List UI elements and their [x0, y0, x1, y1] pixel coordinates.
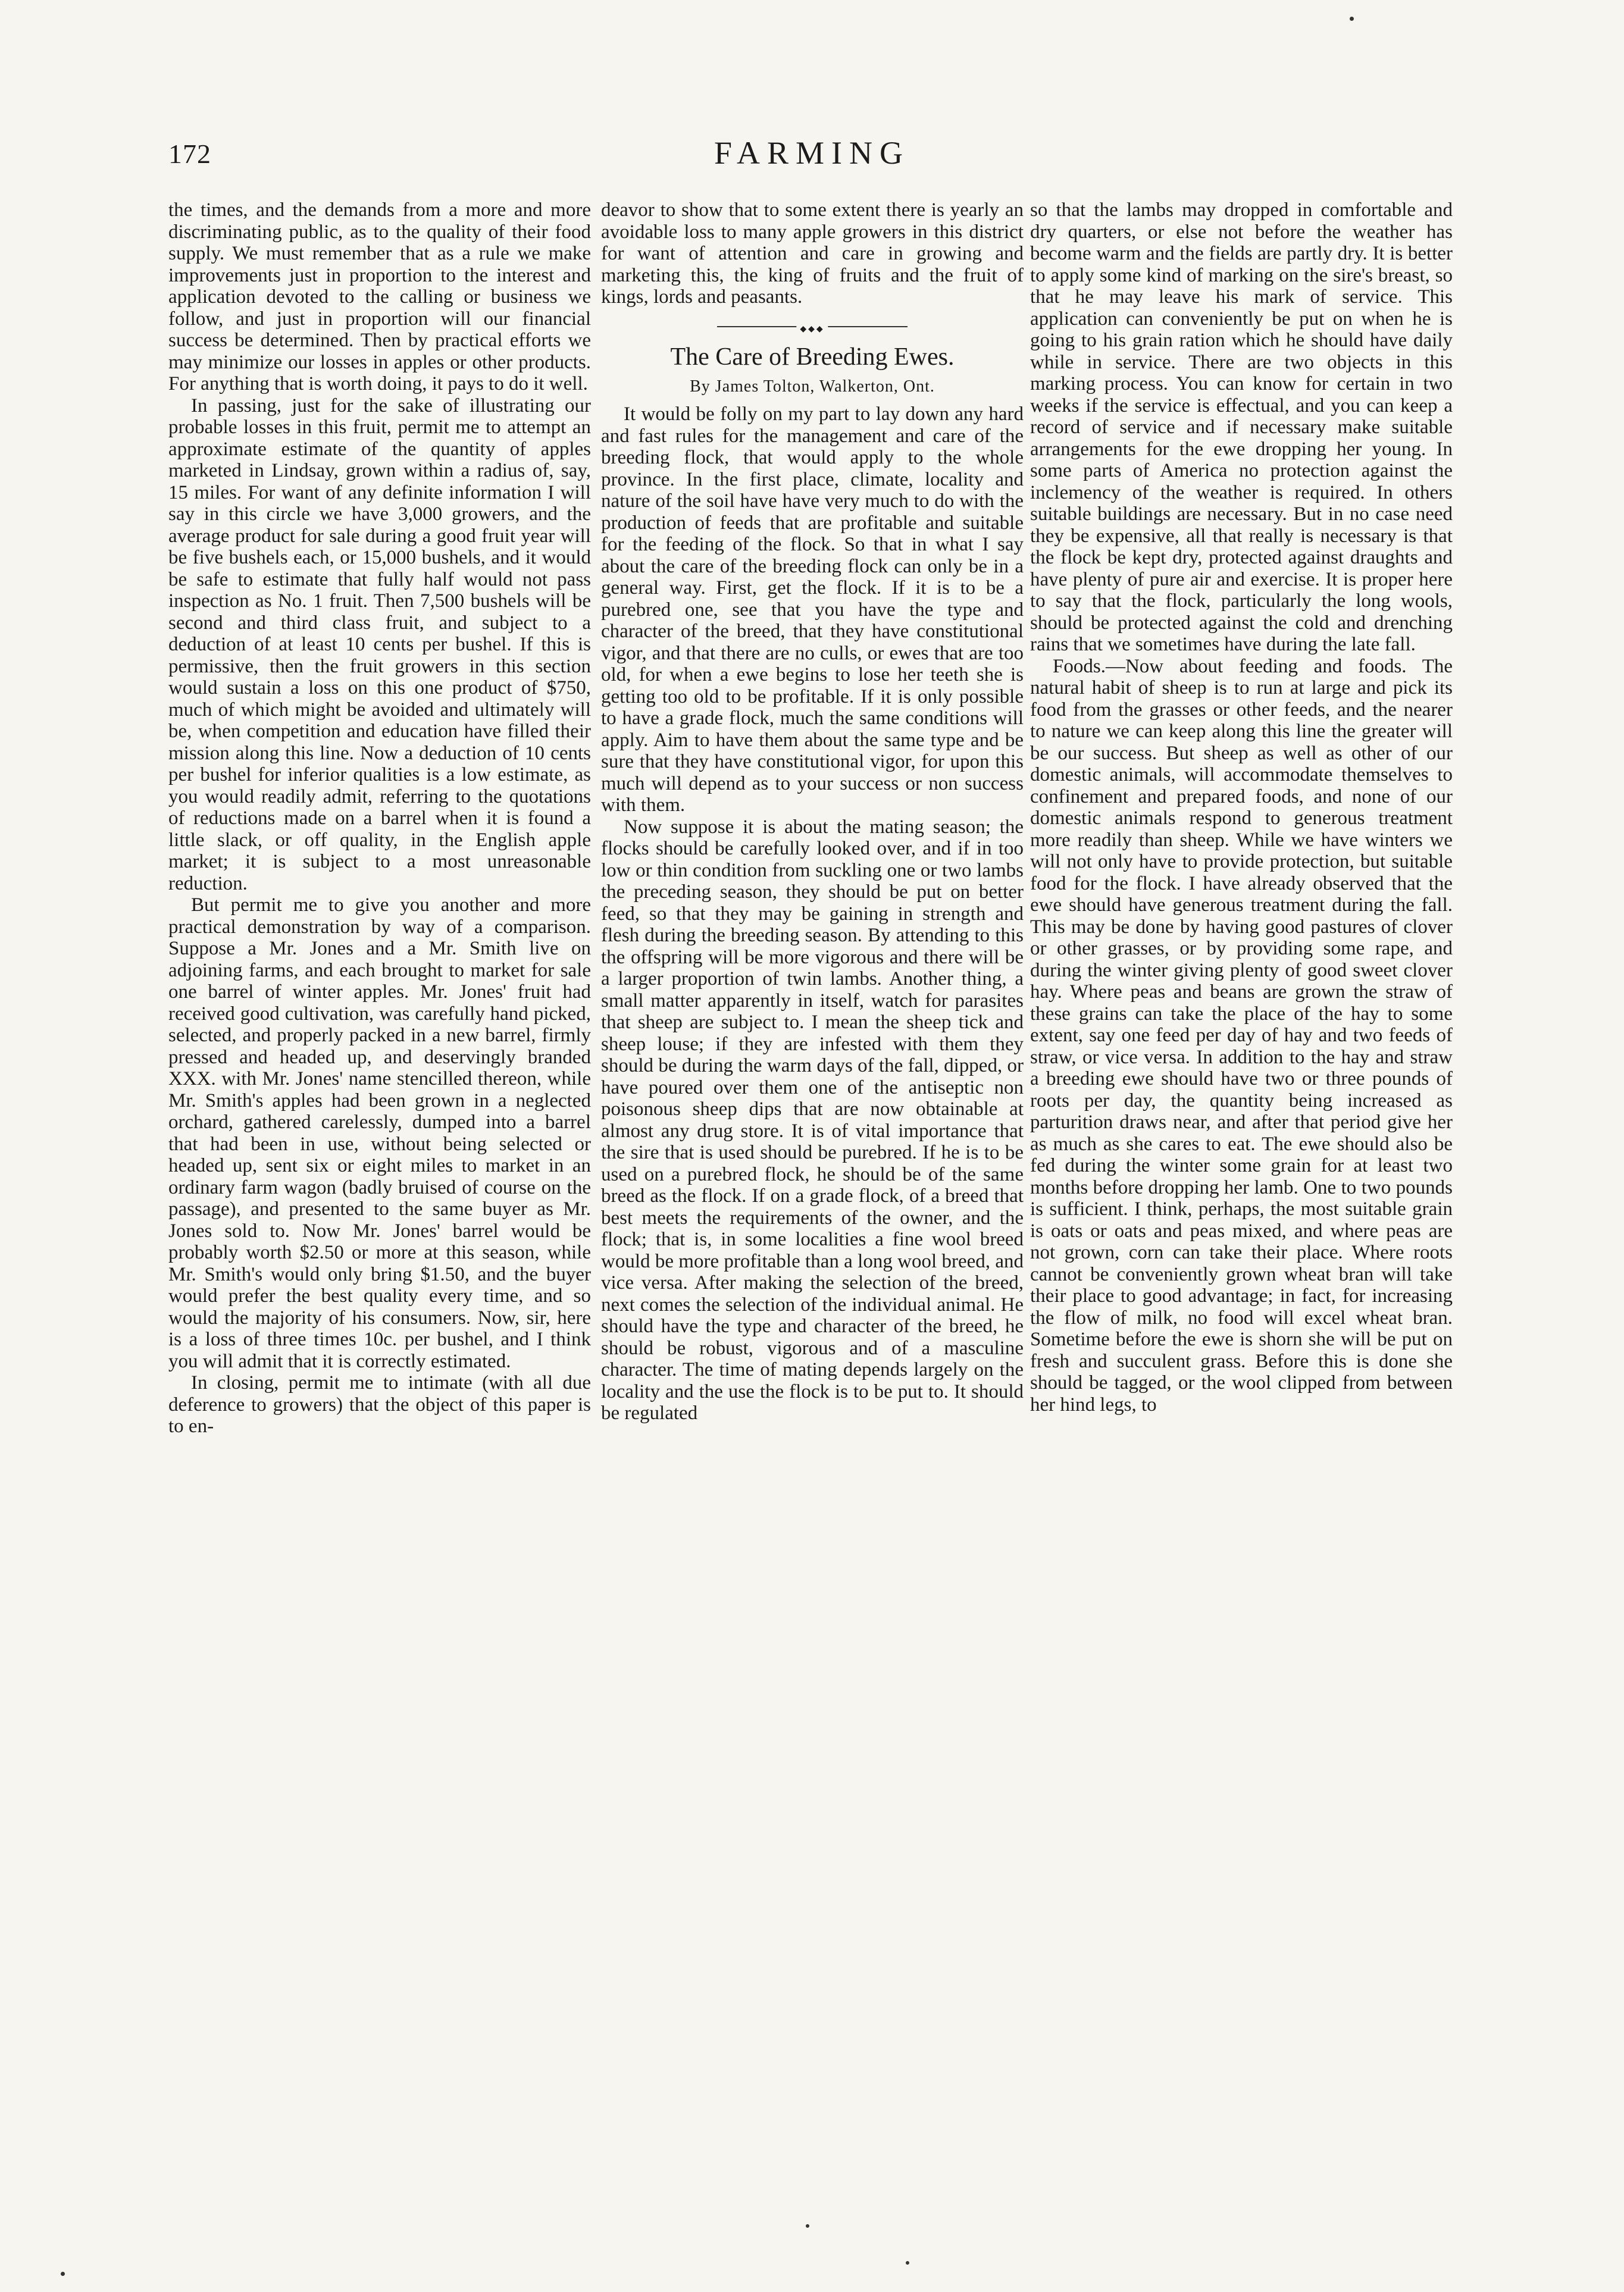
paragraph: the times, and the demands from a more and more discriminating public, as to the quality of their food supply. We must remember that as a rule we make improvements just in proportion to the interest and application devoted to the calling or business we follow, and just in proportion will our financial success be determined. Then by practical efforts we may minimize our losses in apples or other products. For anything that is worth doing, it pays to do it well. [168, 199, 591, 394]
paragraph: But permit me to give you another and more practical demonstration by way of a comparison. Suppose a Mr. Jones and a Mr. Smith live on adjoining farms, and each brought to market for sale one barrel of winter apples. Mr. Jones' fruit had received good cultivation, was carefully hand picked, selected, and properly packed in a new barrel, firmly pressed and headed up, and deservingly branded XXX. with Mr. Jones' name stencilled thereon, while Mr. Smith's apples had been grown in a neglected orchard, gathered carelessly, dumped into a barrel that had been in use, without being selected or headed up, sent six or eight miles to market in an ordinary farm wagon (badly bruised of course on the passage), and presented to the same buyer as Mr. Jones sold to. Now Mr. Jones' barrel would be probably worth $2.50 or more at this season, while Mr. Smith's would only bring $1.50, and the buyer would prefer the best quality every time, and so would the majority of his consumers. Now, sir, here is a loss of three times 10c. per bushel, and I think you will admit that it is correctly estimated. [168, 894, 591, 1372]
paragraph: so that the lambs may dropped in comfortable and dry quarters, or else not before the weather has become warm and the fields are partly dry. It is better to apply some kind of marking on the sire's breast, so that he may leave his mark of service. This application can conveniently be put on when he is going to his grain ration which he should have daily while in service. There are two objects in this marking process. You can know for certain in two weeks if the service is effectual, and you can keep a record of service and if necessary make suitable arrangements for the ewe dropping her young. In some parts of America no protection against the inclemency of the weather is required. In others suitable buildings are necessary. But in no case need they be expensive, all that really is necessary is that the flock be kept dry, protected against draughts and have plenty of pure air and exercise. It is proper here to say that the flock, particularly the long wools, should be protected against the cold and drenching rains that we sometimes have during the late fall. [1030, 199, 1453, 655]
paragraph: In passing, just for the sake of illustrating our probable losses in this fruit, permit me to attempt an approximate estimate of the quantity of apples marketed in Lindsay, grown within a radius of, say, 15 miles. For want of any definite information I will say in this circle we have 3,000 growers, and the average product for sale during a good fruit year will be five bushels each, or 15,000 bushels, and it would be safe to estimate that fully half would not pass inspection as No. 1 fruit. Then 7,500 bushels will be second and third class fruit, and subject to a deduction of at least 10 cents per bushel. If this is permissive, then the fruit growers in this section would sustain a loss on this one product of $750, much of which might be avoided and ultimately will be, when competition and education have filled their mission along this line. Now a deduction of 10 cents per bushel for inferior qualities is a low estimate, as you would readily admit, referring to the quotations of reductions made on a barrel when it is found a little slack, or off quality, in the English apple market; it is subject to a most unreasonable reduction. [168, 394, 591, 894]
running-head: FARMING [714, 135, 910, 171]
column-3 [1030, 199, 1453, 2163]
paragraph: Foods.—Now about feeding and foods. The natural habit of sheep is to run at large and pick its food from the grasses or other feeds, and the nearer to nature we can keep along this line the greater will be our success. But sheep as well as other of our domestic animals, will accommodate themselves to confinement and prepared foods, and none of our domestic animals respond to generous treatment more readily than sheep. While we have winters we will not only have to provide protection, but suitable food for the flock. I have already observed that the ewe should have generous treatment during the fall. This may be done by having good pastures of clover or other grasses, or by providing some rape, and during the winter giving plenty of good sweet clover hay. Where peas and beans are grown the straw of these grains can take the place of the hay to some extent, say one feed per day of hay and two feeds of straw, or vice versa. In addition to the hay and straw a breeding ewe should have two or three pounds of roots per day, the quantity being increased as parturition draws near, and after that period give her as much as she cares to eat. The ewe should also be fed during the winter some grain for at least two months before dropping her lamb. One to two pounds is sufficient. I think, perhaps, the most suitable grain is oats or oats and peas mixed, and where peas are not grown, corn can take their place. Where roots cannot be conveniently grown wheat bran will take their place to good advantage; in fact, for increasing the flow of milk, no food will excel wheat bran. Sometime before the ewe is shorn she will be put on fresh and succulent grass. Before this is done she should be tagged, or the wool clipped from between her hind legs, to [1030, 655, 1453, 1416]
page-number: 172 [168, 139, 211, 169]
print-speck [806, 2224, 809, 2228]
paragraph: It would be folly on my part to lay down any hard and fast rules for the management and care of the breeding flock, that would apply to the whole province. In the first place, climate, locality and nature of the soil have have very much to do with the production of feeds that are profitable and suitable for the feeding of the flock. So that in what I say about the care of the breeding flock can only be in a general way. First, get the flock. If it is to be a purebred one, see that you have the type and character of the breed, that they have constitutional vigor, and that there are no culls, or ewes that are too old, for when a ewe begins to lose her teeth she is getting too old to be profitable. If it is only possible to have a grade flock, much the same conditions will apply. Aim to have them about the same type and be sure that they have constitutional vigor, for upon this much will depend as to your success or non success with them. [601, 403, 1024, 816]
article-byline: By James Tolton, Walkerton, Ont. [690, 377, 935, 396]
print-speck [61, 2272, 65, 2276]
print-speck [1350, 17, 1354, 21]
column-1 [168, 199, 591, 2163]
paragraph: deavor to show that to some extent there is yearly an avoidable loss to many apple growers in this district for want of attention and care in growing and marketing this, the king of fruits and the fruit of kings, lords and peasants. [601, 199, 1024, 308]
article-title: The Care of Breeding Ewes. [670, 343, 955, 371]
print-speck [906, 2261, 909, 2265]
section-divider [717, 326, 908, 327]
column-2 [601, 199, 1024, 2163]
text-columns [168, 199, 1610, 2163]
paragraph: In closing, permit me to intimate (with all due deference to growers) that the object of this paper is to en- [168, 1372, 591, 1437]
paragraph: Now suppose it is about the mating season; the flocks should be carefully looked over, and if in too low or thin condition from suckling one or two lambs the preceding season, they should be put on better feed, so that they may be gaining in strength and flesh during the breeding season. By attending to this the offspring will be more vigorous and there will be a larger proportion of twin lambs. Another thing, a small matter apparently in itself, watch for parasites that sheep are subject to. I mean the sheep tick and sheep louse; if they are infested with them they should be during the warm days of the fall, dipped, or have poured over them one of the antiseptic non poisonous sheep dips that are now obtainable at almost any drug store. It is of vital importance that the sire that is used should be purebred. If he is to be used on a purebred flock, he should be of the same breed as the flock. If on a grade flock, of a breed that best meets the requirements of the owner, and the flock; that is, in some localities a fine wool breed would be more profitable than a long wool breed, and vice versa. After making the selection of the breed, next comes the selection of the individual animal. He should have the type and character of the breed, he should be robust, vigorous and of a masculine character. The time of mating depends largely on the locality and the use the flock is to be put to. It should be regulated [601, 816, 1024, 1424]
